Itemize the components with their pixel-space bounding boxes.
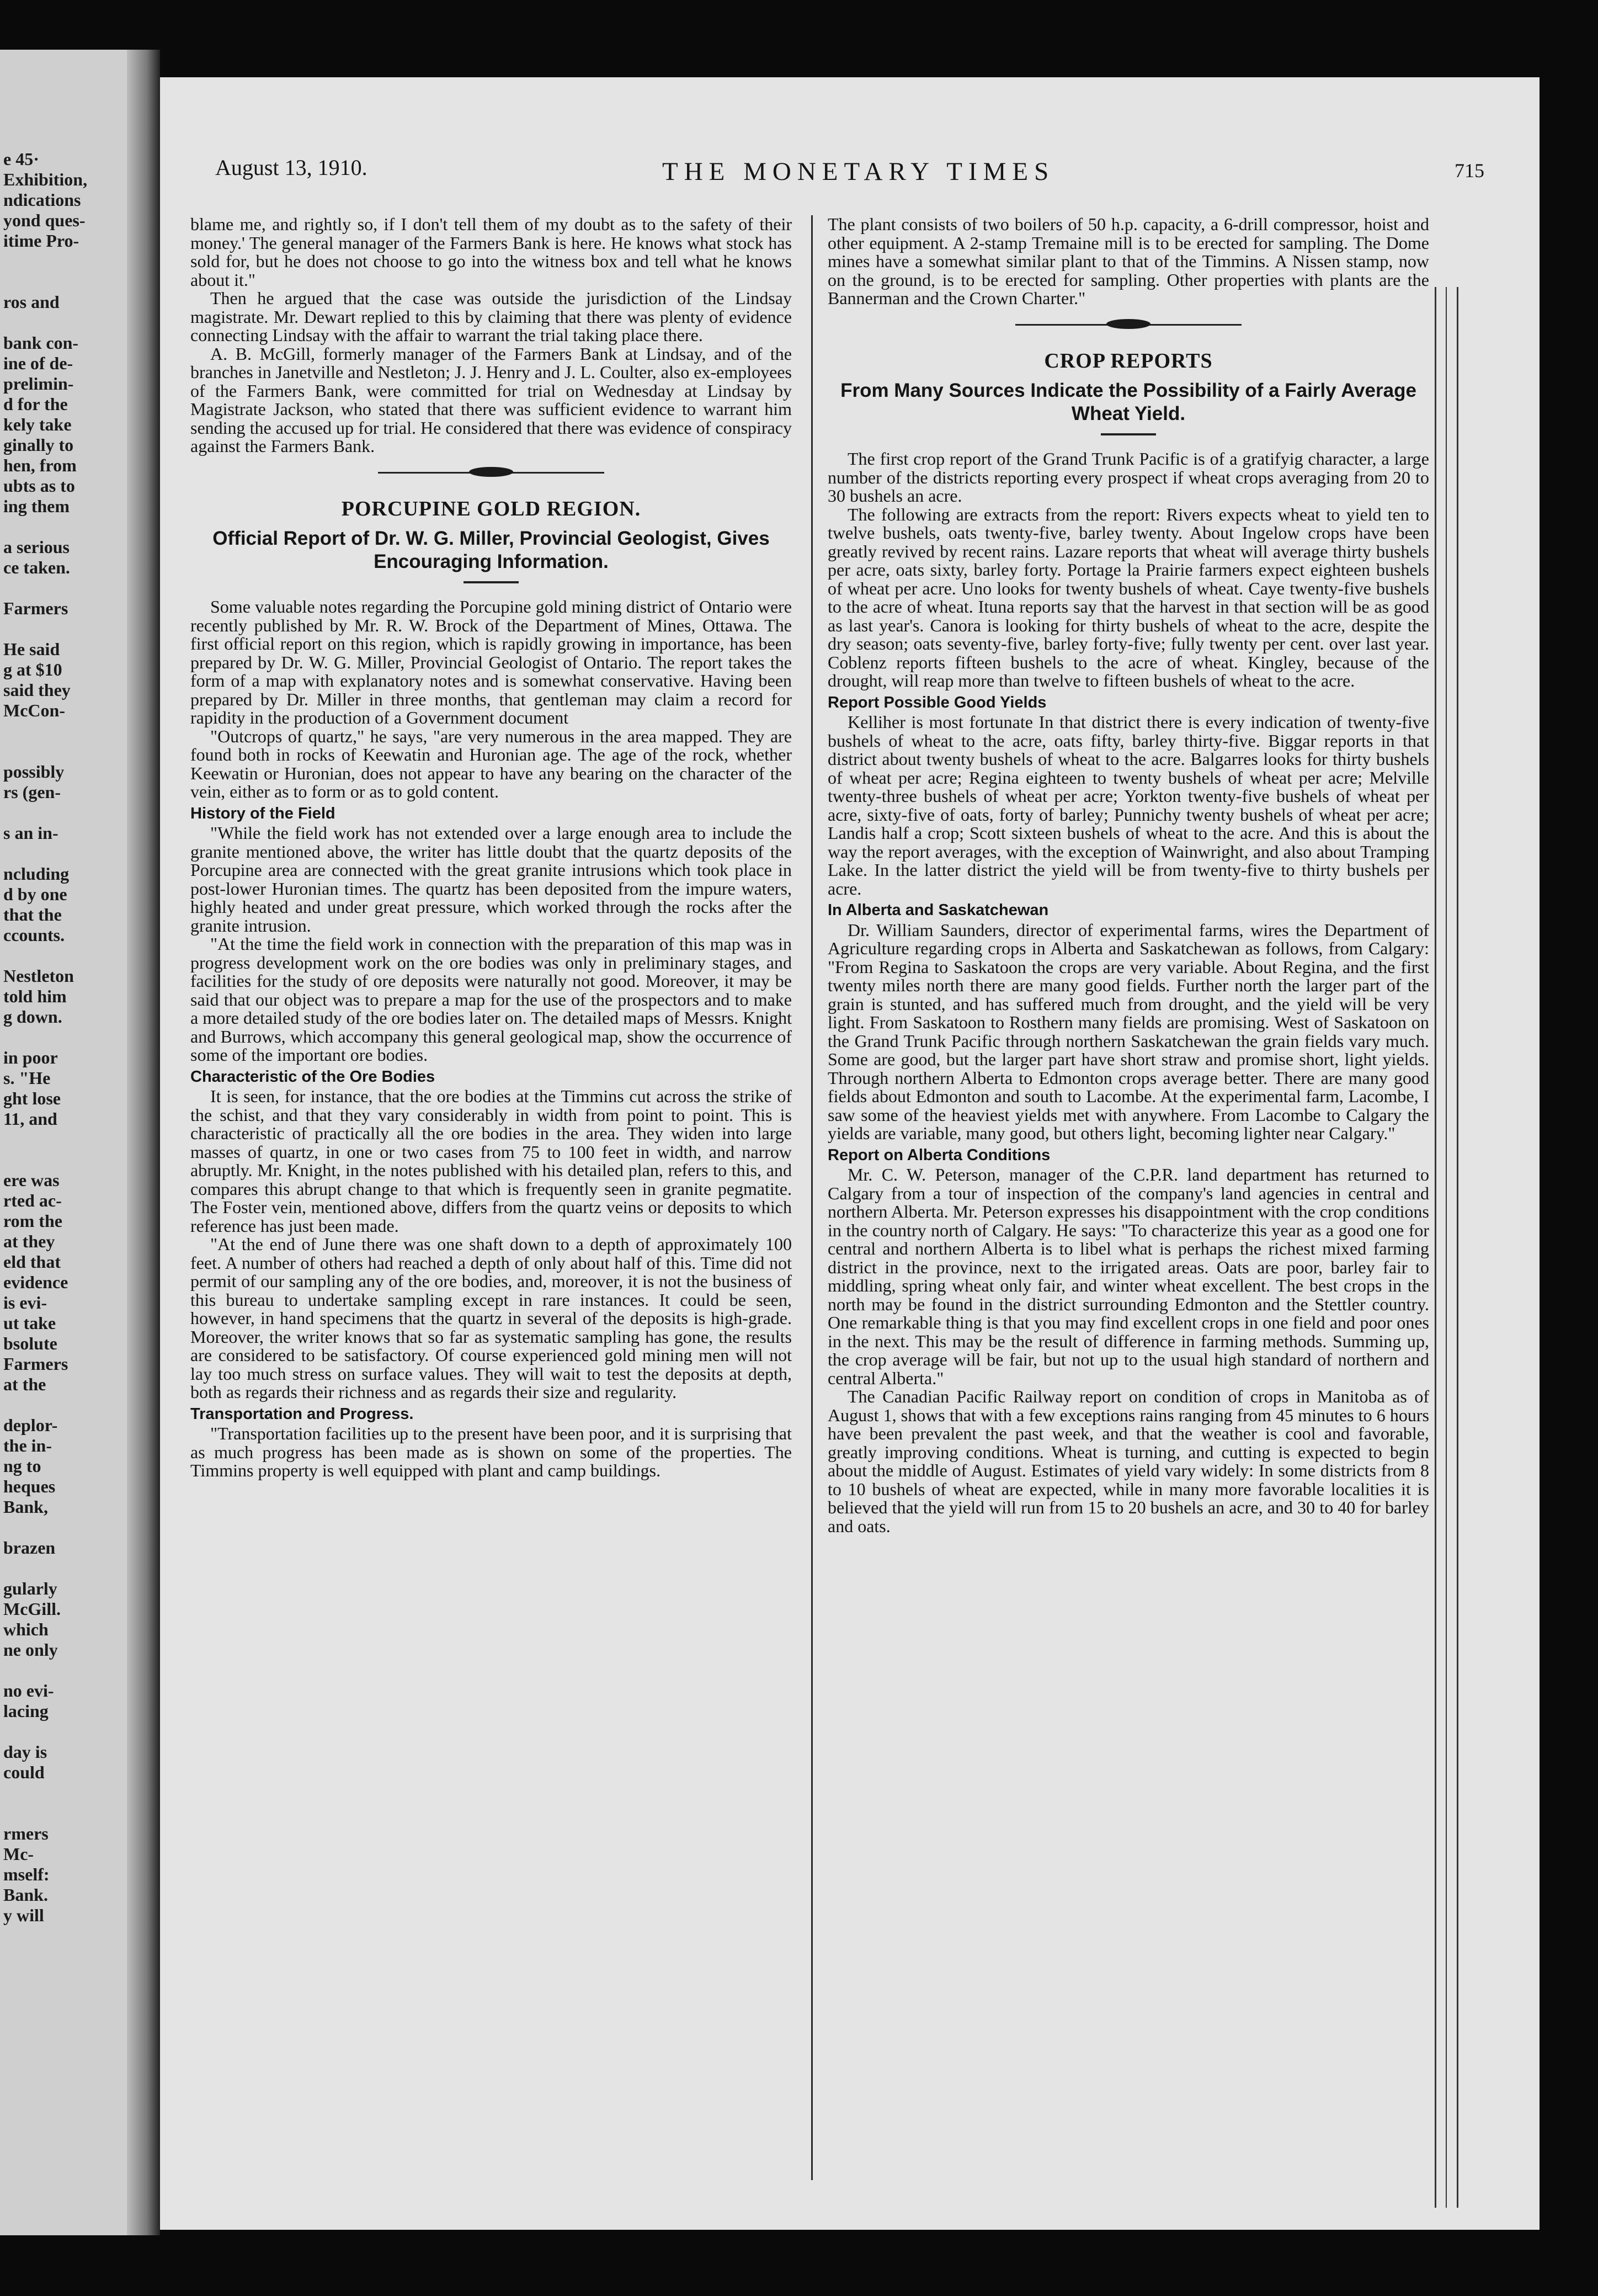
left-page-text-fragment: is evi- <box>3 1293 47 1312</box>
farmers-bank-continuation <box>190 215 792 456</box>
left-column <box>190 215 792 1480</box>
title-rule <box>464 581 519 583</box>
left-page-text-fragment: itime Pro- <box>3 231 79 251</box>
column-rule <box>811 215 813 2180</box>
paragraph: The plant consists of two boilers of 50 h.p. capacity, a 6-drill compressor, hoist and other equipment. A 2-stamp Tremaine mill is to be erected for sampling. The Dome mines have a somewhat similar plant to that of the Timmins. A Nissen stamp, now on the ground, is to be erected for sampling. Other properties with plants are the Bannerman and the Crown Charter." <box>828 214 1429 308</box>
left-page-text-fragment: lacing <box>3 1701 49 1721</box>
scan-streak <box>1446 287 1447 2208</box>
left-page-text-fragment: d for the <box>3 394 68 414</box>
left-page-text-fragment: rted ac- <box>3 1190 62 1210</box>
left-page-text-fragment: ere was <box>3 1170 60 1190</box>
paragraph: Dr. William Saunders, director of experimental farms, wires the Department of Agriculture regarding crops in Alberta and Saskatchewan as follows, from Calgary: "From Regina to Saskatoon the crops are very variable. About Regina, and the first twenty miles north there are many good fields. Further north the larger part of the grain is stunted, and has suffered much from drought, and the yield will be very light. From Saskatoon to Rosthern many fields are promising. West of Saskatoon on the Grand Trunk Pacific through northern Saskatchewan the grain fields vary much. Some are good, but the larger part have short straw and promise short, light yields. Through northern Alberta to Edmonton crops average better. There are many good fields about Edmonton and south to Lacombe. At the experimental farm, Lacombe, I saw some of the heaviest yields met with anywhere. From Lacombe to Calgary the yields are variable, many good, but others light, becoming lighter near Calgary." <box>828 920 1429 1143</box>
left-page-text-fragment: s an in- <box>3 823 58 843</box>
paragraph: "Transportation facilities up to the present have been poor, and it is surprising that as much progress has been made as is shown on some of the properties. The Timmins property is well equipped with plant and camp buildings. <box>190 1423 792 1480</box>
left-page-text-fragment: s. "He <box>3 1068 51 1088</box>
left-page-text-fragment: told him <box>3 986 67 1006</box>
paragraph: blame me, and rightly so, if I don't tell them of my doubt as to the safety of their money.' The general manager of the Farmers Bank is here. He knows what stock has sold for, but he does not choose to go into the witness box and tell what he knows about it." <box>190 214 792 290</box>
porcupine-subtitle: Official Report of Dr. W. G. Miller, Provincial Geologist, Gives Encouraging Information. <box>212 528 770 572</box>
left-page-text-fragment: the in- <box>3 1436 52 1455</box>
porcupine-title: PORCUPINE GOLD REGION. <box>341 497 641 520</box>
porcupine-continuation <box>828 215 1429 308</box>
left-page-text-fragment: ros and <box>3 292 60 312</box>
left-page-text-fragment: ginally to <box>3 435 74 455</box>
right-column <box>828 215 1429 1535</box>
left-page-text-fragment: no evi- <box>3 1681 54 1700</box>
section-divider <box>190 461 792 483</box>
title-rule <box>1101 433 1156 435</box>
crop-intro <box>828 450 1429 690</box>
history-heading: History of the Field <box>190 804 335 822</box>
paragraph: A. B. McGill, formerly manager of the Farmers Bank at Lindsay, and of the branches in Janetville and Nestleton; J. J. Henry and J. L. Coulter, also ex-employees of the Farmers Bank, were committed for trial on Wednesday at Lindsay by Magistrate Jackson, who stated that there was sufficient evidence to warrant him sending the accused up for trial. He considered that there was evidence of conspiracy against the Farmers Bank. <box>190 343 792 456</box>
left-page-text-fragment: ccounts. <box>3 925 65 945</box>
transportation-heading: Transportation and Progress. <box>190 1405 414 1423</box>
left-page-text-fragment: ng to <box>3 1456 41 1476</box>
left-page-text-fragment: rs (gen- <box>3 782 61 802</box>
left-page-text-fragment: Farmers <box>3 598 68 618</box>
left-page-text-fragment: e 45· <box>3 149 39 169</box>
left-page-text-fragment: at the <box>3 1374 46 1394</box>
left-page-text-fragment: ncluding <box>3 864 70 884</box>
alberta-heading: Report on Alberta Conditions <box>828 1146 1051 1164</box>
paragraph: Some valuable notes regarding the Porcupine gold mining district of Ontario were recently published by Mr. R. W. Brock of the Department of Mines, Ottawa. The first official report on this region, which is rapidly growing in importance, has been prepared by Dr. W. G. Miller, Provincial Geologist of Ontario. The report takes the form of a map with explanatory notes and is somewhat conservative. Having been prepared by Dr. Miller in three months, that gentleman may claim a record for rapidity in the production of a Government document <box>190 597 792 727</box>
left-page-text-fragment: rmers <box>3 1824 49 1843</box>
left-page-text-fragment: Farmers <box>3 1354 68 1374</box>
left-page-text-fragment: g down. <box>3 1007 62 1027</box>
left-page-text-fragment: hen, from <box>3 455 77 475</box>
alberta-sask-heading: In Alberta and Saskatchewan <box>828 901 1049 919</box>
left-page-text-fragment: brazen <box>3 1538 56 1558</box>
paragraph: "At the time the field work in connection with the preparation of this map was in progress development work on the ore bodies was only in preliminary stages, and facilities for the study of ore deposits were naturally not good. Moreover, it may be said that our object was to prepare a map for the use of the prospectors and to make a more detailed study of the ore bodies later on. The detailed maps of Messrs. Knight and Burrows, which accompany this general geological map, show the occurrence of some of the important ore bodies. <box>190 934 792 1065</box>
left-page-text-fragment: rom the <box>3 1211 62 1231</box>
paragraph: The following are extracts from the report: Rivers expects wheat to yield ten to twelve bushels, oats twenty-five, barley twenty. About Ingelow crops have been greatly revived by recent rains. Lazare reports that wheat will average thirty bushels per acre, oats sixty, barley forty. Portage la Prairie farmers expect eighteen bushels of wheat per acre. Uno looks for twenty bushels of wheat. Caye twenty-five bushels to the acre of wheat. Ituna reports say that the harvest in that section will be as good as last year's. Canora is looking for thirty bushels of wheat to the acre, despite the dry season; oats seventy-five, barley forty-five; fully twenty per cent. over last year. Coblenz reports fifteen bushels to the acre of wheat. Kingley, because of the drought, will reap more than twelve to fifteen bushels of wheat to the acre. <box>828 504 1429 690</box>
left-page-text-fragment: bank con- <box>3 333 79 353</box>
paragraph: Mr. C. W. Peterson, manager of the C.P.R. land department has returned to Calgary from a tour of inspection of the company's land agencies in central and northern Alberta. Mr. Peterson expresses his disappointment with the crop conditions in the country north of Calgary. He says: "To characterize this year as a good one for central and northern Alberta is to libel what is perhaps the richest mixed farming district in the province, next to the irrigated areas. Oats are poor, barley fair to middling, spring wheat only fair, and winter wheat excellent. The best crops in the north may be found in the district surrounding Edmonton and the Stettler country. One remarkable thing is that you may find excellent crops in one field and poor ones in the next. This may be the result of difference in farming methods. Summing up, the crop average will be fair, but not up to the usual high standard of northern and central Alberta." <box>828 1165 1429 1388</box>
left-page-text-fragment: g at $10 <box>3 660 62 679</box>
paragraph: "While the field work has not extended over a large enough area to include the granite mentioned above, the writer has little doubt that the quartz deposits of the Porcupine area are connected with the great granite intrusions which took place in post-lower Huronian times. The quartz has been deposited from the impure waters, highly heated and under great pressure, which worked through the rocks after the granite intrusion. <box>190 823 792 936</box>
ornament-icon <box>1106 319 1150 329</box>
left-page-text-fragment: at they <box>3 1231 55 1251</box>
left-page-text-fragment: ght lose <box>3 1088 61 1108</box>
left-page-text-fragment: ubts as to <box>3 476 75 496</box>
left-facing-page <box>0 50 160 2235</box>
left-page-text-fragment: that the <box>3 905 62 924</box>
left-page-text-fragment: prelimin- <box>3 374 74 394</box>
crop-reports-subtitle: From Many Sources Indicate the Possibility of a Fairly Average Wheat Yield. <box>840 380 1416 424</box>
left-page-text-fragment: ne only <box>3 1640 58 1660</box>
left-page-text-fragment: deplor- <box>3 1415 58 1435</box>
left-page-text-fragment: ndications <box>3 190 81 210</box>
left-page-text-fragment: Nestleton <box>3 966 74 986</box>
left-page-text-fragment: which <box>3 1619 49 1639</box>
left-page-text-fragment: heques <box>3 1476 56 1496</box>
left-page-text-fragment: evidence <box>3 1272 68 1292</box>
left-page-text-fragment: possibly <box>3 762 65 782</box>
characteristic-body <box>190 1087 792 1402</box>
left-page-text-fragment: kely take <box>3 414 72 434</box>
newspaper-page <box>160 77 1540 2230</box>
left-page-text-fragment: mself: <box>3 1864 50 1884</box>
yields-body <box>828 713 1429 898</box>
scan-streak <box>1435 287 1436 2208</box>
page-gutter <box>127 50 160 2235</box>
paragraph: "Outcrops of quartz," he says, "are very numerous in the area mapped. They are found both in rocks of Keewatin and Huronian age. The age of the rock, whether Keewatin or Huronian, does not appear to have any bearing on the character of the vein, either as to form or as to gold content. <box>190 726 792 801</box>
yields-heading: Report Possible Good Yields <box>828 693 1047 711</box>
alberta-sask-body <box>828 921 1429 1143</box>
left-page-text-fragment: in poor <box>3 1048 58 1067</box>
paragraph: Kelliher is most fortunate In that district there is every indication of twenty-five bushels of wheat to the acre, oats fifty, barley thirty-five. Biggar reports in that district about twenty bushels of wheat to the acre. Balgarres looks for thirty bushels of wheat per acre; Regina eighteen to twenty bushels of wheat per acre; Melville twenty-three bushels of wheat per acre; Yorkton twenty-five bushels of wheat per acre, sixty-five of oats, forty of barley; Punnichy twenty bushels of wheat per acre; Landis half a crop; Scott sixteen bushels of wheat to the acre. And this is about the way the report averages, with the exception of Wainwright, and also about Tramping Lake. In the latter district the yield will be from twenty-five to thirty bushels per acre. <box>828 712 1429 899</box>
left-page-text-fragment: 11, and <box>3 1109 57 1129</box>
left-page-text-fragment: ing them <box>3 496 70 516</box>
crop-reports-title: CROP REPORTS <box>1044 349 1213 373</box>
masthead: THE MONETARY TIMES <box>662 157 1055 186</box>
transportation-body <box>190 1425 792 1480</box>
left-page-text-fragment: could <box>3 1762 45 1782</box>
left-page-text-fragment: a serious <box>3 537 70 557</box>
alberta-body <box>828 1166 1429 1535</box>
porcupine-intro <box>190 598 792 801</box>
issue-date: August 13, 1910. <box>215 155 367 180</box>
scan-streak <box>1457 287 1458 2208</box>
left-page-text-fragment: ut take <box>3 1313 56 1333</box>
left-page-text-fragment: ce taken. <box>3 557 70 577</box>
left-page-text-fragment: McCon- <box>3 700 65 720</box>
left-page-text-fragment: Exhibition, <box>3 169 88 189</box>
left-page-text-fragment: y will <box>3 1905 44 1925</box>
left-page-text-fragment: gularly <box>3 1578 57 1598</box>
left-page-text-fragment: He said <box>3 639 60 659</box>
paragraph: Then he argued that the case was outside the jurisdiction of the Lindsay magistrate. Mr. Dewart replied to this by claiming that there was plenty of evidence connecting Lindsay with the affair to warrant the trial taking place there. <box>190 288 792 345</box>
left-page-text-fragment: Bank. <box>3 1885 48 1905</box>
page-header <box>215 149 1484 188</box>
left-page-text-fragment: bsolute <box>3 1333 57 1353</box>
left-page-text-fragment: d by one <box>3 884 67 904</box>
left-page-text-fragment: McGill. <box>3 1599 61 1619</box>
characteristic-heading: Characteristic of the Ore Bodies <box>190 1067 435 1086</box>
left-page-text-fragment: day is <box>3 1742 47 1762</box>
page-number: 715 <box>1455 160 1484 182</box>
history-body <box>190 824 792 1065</box>
ornament-icon <box>469 467 513 477</box>
paragraph: It is seen, for instance, that the ore bodies at the Timmins cut across the strike of the schist, and that they vary considerably in width from point to point. This is characteristic of practically all the ore bodies in the area. They widen into large masses of quartz, in one or two cases from 75 to 100 feet in width, and narrow abruptly. Mr. Knight, in the notes published with his detailed plan, refers to this, and compares this abrupt change to that which is frequently seen in granite pegmatite. The Foster vein, mentioned above, differs from the quartz veins or deposits to which reference has just been made. <box>190 1086 792 1236</box>
left-page-text-fragment: yond ques- <box>3 210 86 230</box>
paragraph: The Canadian Pacific Railway report on condition of crops in Manitoba as of August 1, shows that with a few exceptions rains ranging from 45 minutes to 6 hours have been prevalent the past week, and that the weather is cool and favorable, greatly improving conditions. Wheat is turning, and cutting is expected to begin about the middle of August. Estimates of yield vary widely: In some districts from 8 to 10 bushels of wheat are expected, while in many more favorable localities it is believed that the yield will run from 15 to 20 bushels an acre, and 30 to 40 for barley and oats. <box>828 1386 1429 1536</box>
left-page-text-fragment: said they <box>3 680 71 700</box>
left-page-text-fragment: Bank, <box>3 1497 48 1517</box>
left-page-text-fragment: Mc- <box>3 1844 34 1864</box>
left-page-text-fragment: ine of de- <box>3 353 73 373</box>
paragraph: The first crop report of the Grand Trunk Pacific is of a gratifyig character, a large number of the districts reporting every prospect if wheat crops averaging from 20 to 30 bushels an acre. <box>828 449 1429 506</box>
left-page-text-fragment: eld that <box>3 1252 61 1272</box>
paragraph: "At the end of June there was one shaft down to a depth of approximately 100 feet. A number of others had reached a depth of only about half of this. Time did not permit of our sampling any of the ore bodies, and, moreover, it is not the business of this bureau to undertake sampling except in rare instances. It could be seen, however, in hand specimens that the quartz in several of the deposits is high-grade. Moreover, the writer knows that so far as systematic sampling has gone, the results are considered to be satisfactory. Of course experienced gold mining men will not lay too much stress on surface values. They will wait to test the deposits at depth, both as regards their richness and as regards their size and regularity. <box>190 1234 792 1402</box>
section-divider <box>828 313 1429 336</box>
